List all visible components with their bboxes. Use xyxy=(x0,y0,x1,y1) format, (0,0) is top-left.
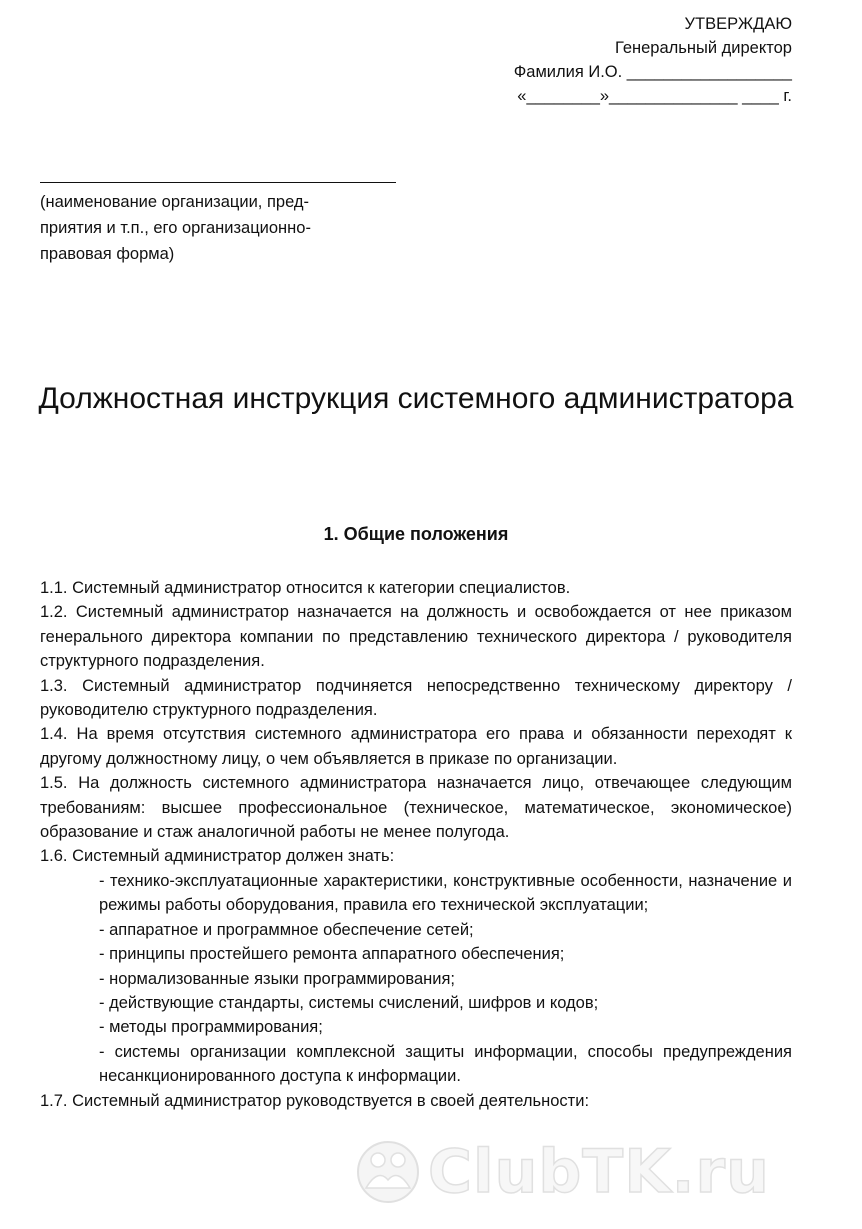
organization-name-line xyxy=(40,182,396,183)
paragraph-1-2: 1.2. Системный администратор назначается на должность и освобождается от нее приказом генерального директора компании по представлению технического директора / руководителя структурного подразделения. xyxy=(40,603,792,671)
clubtk-logo-icon xyxy=(356,1140,420,1204)
paragraph-1-3: 1.3. Системный администратор подчиняется непосредственно техническому директору / руководителю структурного подразделения. xyxy=(40,676,792,720)
list-item: - принципы простейшего ремонта аппаратного обеспечения; xyxy=(99,945,565,964)
knowledge-list xyxy=(40,869,792,1089)
organization-block xyxy=(40,182,400,267)
approval-block xyxy=(514,12,792,108)
watermark-text: ClubTK.ru xyxy=(428,1137,770,1207)
approval-position: Генеральный директор xyxy=(615,39,792,57)
paragraph-1-6: 1.6. Системный администратор должен знать: xyxy=(40,847,395,866)
list-item: - нормализованные языки программирования; xyxy=(99,969,455,988)
paragraph-1-5: 1.5. На должность системного администратора назначается лицо, отвечающее следующим требованиям: высшее профессиональное (техническое, математическое, экономическое) образование и стаж аналогичной работы не менее полугода. xyxy=(40,774,792,842)
list-item: - методы программирования; xyxy=(99,1018,323,1037)
watermark xyxy=(356,1137,770,1207)
list-item: - технико-эксплуатационные характеристики, конструктивные особенности, назначение и режимы работы оборудования, правила его технической эксплуатации; xyxy=(99,871,792,915)
list-item: - аппаратное и программное обеспечение сетей; xyxy=(99,920,474,939)
list-item: - действующие стандарты, системы счислений, шифров и кодов; xyxy=(99,993,599,1012)
approval-date-line: «________»______________ ____ г. xyxy=(517,87,792,105)
paragraph-1-4: 1.4. На время отсутствия системного администратора его права и обязанности переходят к другому должностному лицу, о чем объявляется в приказе по организации. xyxy=(40,725,792,768)
approval-title: УТВЕРЖДАЮ xyxy=(684,15,792,33)
paragraph-1-1: 1.1. Системный администратор относится к категории специалистов. xyxy=(40,579,571,597)
list-item: - системы организации комплексной защиты информации, способы предупреждения несанкционированного доступа к информации. xyxy=(99,1042,792,1086)
section-heading: 1. Общие положения xyxy=(323,524,509,544)
section-body xyxy=(40,576,792,1113)
approval-name-line: Фамилия И.О. __________________ xyxy=(513,63,792,81)
organization-caption: (наименование организации, пред-приятия и т.п., его организационно-правовая форма) xyxy=(40,193,311,263)
paragraph-1-7: 1.7. Системный администратор руководствуется в своей деятельности: xyxy=(40,1091,590,1110)
document-title: Должностная инструкция системного администратора xyxy=(38,382,794,415)
